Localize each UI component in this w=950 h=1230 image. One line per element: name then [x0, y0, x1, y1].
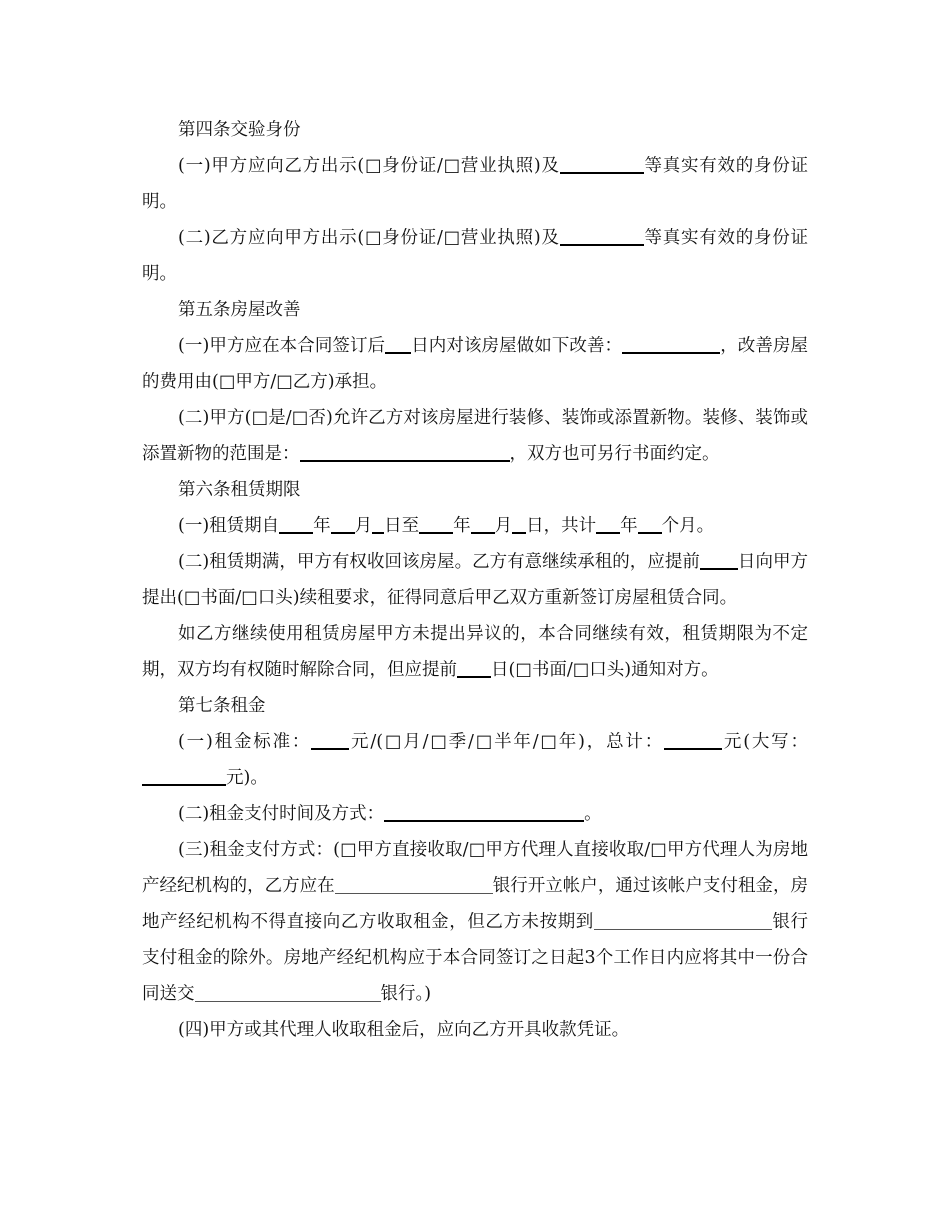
article6-heading: 第六条租赁期限	[178, 480, 301, 500]
blank-line[interactable]	[195, 981, 381, 1002]
blank-line[interactable]	[300, 440, 510, 462]
blank-line[interactable]	[560, 152, 644, 174]
article4-clause2: (二)乙方应向甲方出示(□身份证/□营业执照)及 等真实有效的身份证明。	[142, 220, 808, 292]
blank-line[interactable]	[560, 224, 644, 246]
article4-heading: 第四条交验身份	[178, 120, 301, 140]
article4-clause1: (一)甲方应向乙方出示(□身份证/□营业执照)及 等真实有效的身份证明。	[142, 148, 808, 220]
article7-clause4: (四)甲方或其代理人收取租金后，应向乙方开具收款凭证。	[178, 1020, 630, 1040]
article7-clause1: (一)租金标准： 元/(□月/□季/□半年/□年)，总计： 元(大写：元)。	[142, 724, 808, 796]
blank-line[interactable]	[638, 512, 662, 534]
blank-line[interactable]	[331, 512, 355, 534]
article6-clause2: (二)租赁期满，甲方有权收回该房屋。乙方有意继续承租的，应提前 日向甲方提出(□书面/□口头)续租要求，征得同意后甲乙双方重新签订房屋租赁合同。	[142, 544, 808, 616]
blank-line[interactable]	[594, 909, 772, 930]
blank-line[interactable]	[664, 728, 722, 750]
blank-line[interactable]	[142, 764, 226, 786]
article6-clause3: 如乙方继续使用租赁房屋甲方未提出异议的，本合同继续有效，租赁期限为不定期，双方均有权随时解除合同，但应提前 日(□书面/□口头)通知对方。	[142, 624, 808, 680]
contract-page	[142, 112, 808, 1048]
blank-line[interactable]	[372, 512, 384, 534]
article7-clause3: (三)租金支付方式：(□甲方直接收取/□甲方代理人直接收取/□甲方代理人为房地产经纪机构的，乙方应在 银行开立帐户，通过该帐户支付租金，房地产经纪机构不得直接向乙方收取租金，但乙方未按期到 银行支付租金的除外。房地产经纪机构应于本合同签订之日起3个工作日内应将其中一份合同送交 银行。)	[142, 840, 809, 1004]
article7-heading: 第七条租金	[178, 696, 266, 716]
blank-line[interactable]	[622, 332, 720, 354]
blank-line[interactable]	[457, 656, 491, 678]
blank-line[interactable]	[471, 512, 495, 534]
blank-line[interactable]	[512, 512, 526, 534]
blank-line[interactable]	[596, 512, 620, 534]
article6-clause1: (一)租赁期自 年 月 日至 年 月 日，共计 年 个月。	[142, 508, 808, 544]
blank-line[interactable]	[385, 332, 411, 354]
article5-clause1: (一)甲方应在本合同签订后 日内对该房屋做如下改善： ，改善房屋的费用由(□甲方/□乙方)承担。	[142, 328, 808, 400]
blank-line[interactable]	[279, 512, 313, 534]
article5-clause2: (二)甲方(□是/□否)允许乙方对该房屋进行装修、装饰或添置新物。装修、装饰或添置新物的范围是： ，双方也可另行书面约定。	[142, 408, 808, 464]
blank-line[interactable]	[311, 728, 349, 750]
blank-line[interactable]	[335, 873, 493, 894]
article5-heading: 第五条房屋改善	[178, 300, 301, 320]
blank-line[interactable]	[384, 800, 584, 822]
blank-line[interactable]	[419, 512, 453, 534]
article7-clause2: (二)租金支付时间及方式： 。	[142, 796, 808, 832]
blank-line[interactable]	[700, 548, 738, 570]
